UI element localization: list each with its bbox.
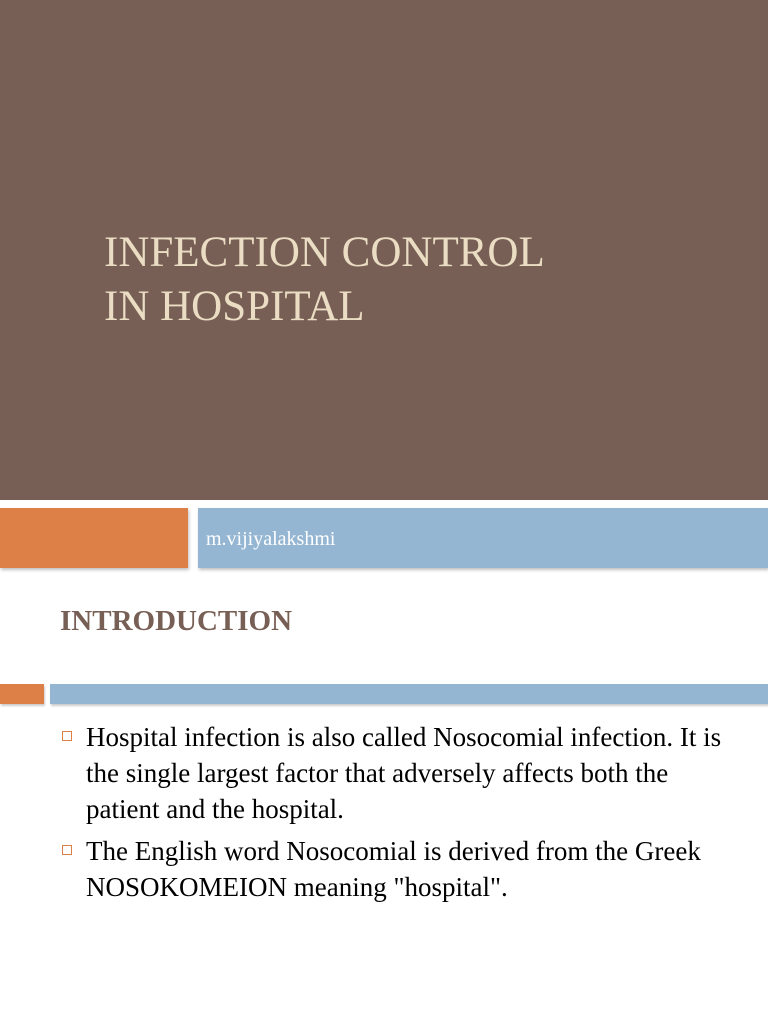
bullet-text: The English word Nosocomial is derived from the Greek NOSOKOMEION meaning "hospital".: [86, 836, 701, 902]
list-item: [60, 833, 740, 905]
accent-bar-orange: [0, 508, 188, 568]
bullet-text: Hospital infection is also called Nosocomial infection. It is the single largest factor that adversely affects both the patient and the hospital.: [86, 722, 722, 824]
list-item: [60, 719, 740, 827]
slide-title: INFECTION CONTROL IN HOSPITAL: [104, 229, 545, 330]
square-bullet-icon: [62, 845, 72, 855]
content-slide-title: INTRODUCTION: [60, 605, 293, 637]
slide-subtitle: m.vijiyalakshmi: [206, 528, 336, 550]
accent-bar-blue-thin: [50, 684, 768, 704]
square-bullet-icon: [62, 731, 72, 741]
content-slide: [0, 576, 768, 1024]
bullet-list: [60, 719, 740, 911]
accent-bar-orange-small: [0, 684, 44, 704]
title-panel: [0, 0, 768, 500]
